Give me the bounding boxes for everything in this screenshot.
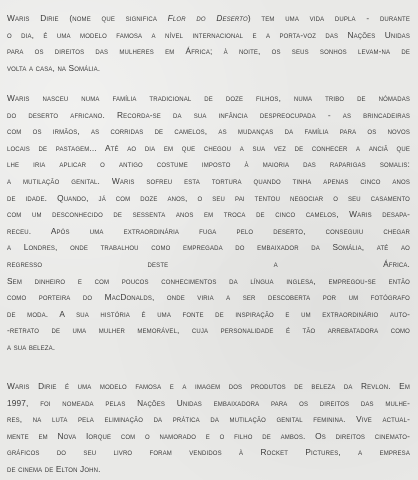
text-run: de moda. A sua história é uma fonte de inspiração e um extraordinário auto- — [7, 308, 410, 319]
book-title-emphasis: Flor do Deserto — [167, 13, 248, 23]
text-line — [7, 306, 410, 323]
text-line — [7, 322, 410, 339]
biography-paragraph — [7, 90, 410, 356]
text-line — [7, 190, 410, 207]
text-line — [7, 339, 410, 356]
text-line — [7, 256, 410, 273]
text-run: o dia, é uma modelo famosa a nível internacional e a porta-voz das Nações Unidas — [7, 29, 410, 40]
text-run: regresso deste a África. — [7, 258, 410, 269]
text-run: receu. Após uma extraordinária fuga pelo deserto, conseguiu chegar — [7, 225, 410, 236]
text-line — [7, 411, 410, 428]
text-run: Waris nasceu numa família tradicional de doze filhos, numa tribo de nómadas — [7, 93, 410, 103]
text-line — [7, 395, 410, 412]
text-run: ) tem uma vida dupla - durante — [247, 13, 410, 23]
text-line — [7, 428, 410, 445]
text-line — [7, 289, 410, 306]
text-run: do deserto africano. Recorda-se da sua infância despreocupada - as brincadeiras — [7, 109, 410, 120]
text-run: como porteira do MacDonalds, onde viria a ser descoberta por um fotógrafo — [7, 292, 410, 303]
text-run: a mutilação genital. Waris sofreu esta tortura quando tinha apenas cinco anos — [7, 175, 410, 186]
text-line — [7, 273, 410, 290]
text-run: Sem dinheiro e com poucos conhecimentos da língua inglesa, empregou-se então — [7, 275, 410, 286]
text-run: de cinema de Elton John. — [7, 463, 101, 474]
text-line — [7, 90, 410, 107]
text-run: com um desconhecido de sessenta anos em troca de cinco camelos, Waris desapa- — [7, 209, 410, 220]
text-line — [7, 60, 410, 77]
text-run: de idade. Quando, já com doze anos, o seu pai tentou negociar o seu casamento — [7, 192, 410, 203]
text-run: locais de pastagem... Até ao dia em que chegou a sua vez de conhecer a anciã que — [7, 142, 410, 153]
text-line — [7, 173, 410, 190]
text-line — [7, 140, 410, 157]
text-run: a Londres, onde trabalhou como empregada do embaixador da Somália, até ao — [7, 242, 410, 253]
text-line — [7, 223, 410, 240]
intro-paragraph — [7, 10, 410, 76]
author-note-paragraph — [7, 378, 410, 478]
text-run: 1997, foi nomeada pelas Nações Unidas embaixadora para os direitos das mulhe- — [7, 397, 410, 408]
text-run: para os direitos das mulheres em África; à noite, os seus sonhos levam-na de — [7, 46, 410, 57]
text-run: com os irmãos, as corridas de camelos, as mudanças da família para os novos — [7, 126, 410, 137]
text-line — [7, 43, 410, 60]
text-run: res, na luta pela eliminação da prática da mutilação genital feminina. Vive actual- — [7, 414, 410, 425]
text-line — [7, 239, 410, 256]
text-line — [7, 156, 410, 173]
text-line — [7, 461, 410, 478]
text-line — [7, 10, 410, 27]
text-run: Waris Dirie (nome que significa — [7, 13, 168, 23]
text-line — [7, 444, 410, 461]
text-run: mente em Nova Iorque com o namorado e o filho de ambos. Os direitos cinemato- — [7, 430, 410, 441]
text-line — [7, 123, 410, 140]
text-run: gráficos do seu livro foram vendidos à Rocket Pictures, a empresa — [7, 447, 410, 458]
text-run: volta a casa, na Somália. — [7, 62, 101, 73]
text-run: -retrato de uma mulher memorável, cuja personalidade é tão arrebatadora como — [7, 325, 410, 336]
text-line — [7, 27, 410, 44]
text-line — [7, 206, 410, 223]
text-run: Waris Dirie é uma modelo famosa e a imagem dos produtos de beleza da Revlon. Em — [7, 381, 410, 391]
text-line — [7, 107, 410, 124]
text-run: lhe iria aplicar o antigo costume imposto à maioria das raparigas somalis: — [7, 159, 410, 170]
text-run: a sua beleza. — [7, 341, 56, 352]
text-line — [7, 378, 410, 395]
